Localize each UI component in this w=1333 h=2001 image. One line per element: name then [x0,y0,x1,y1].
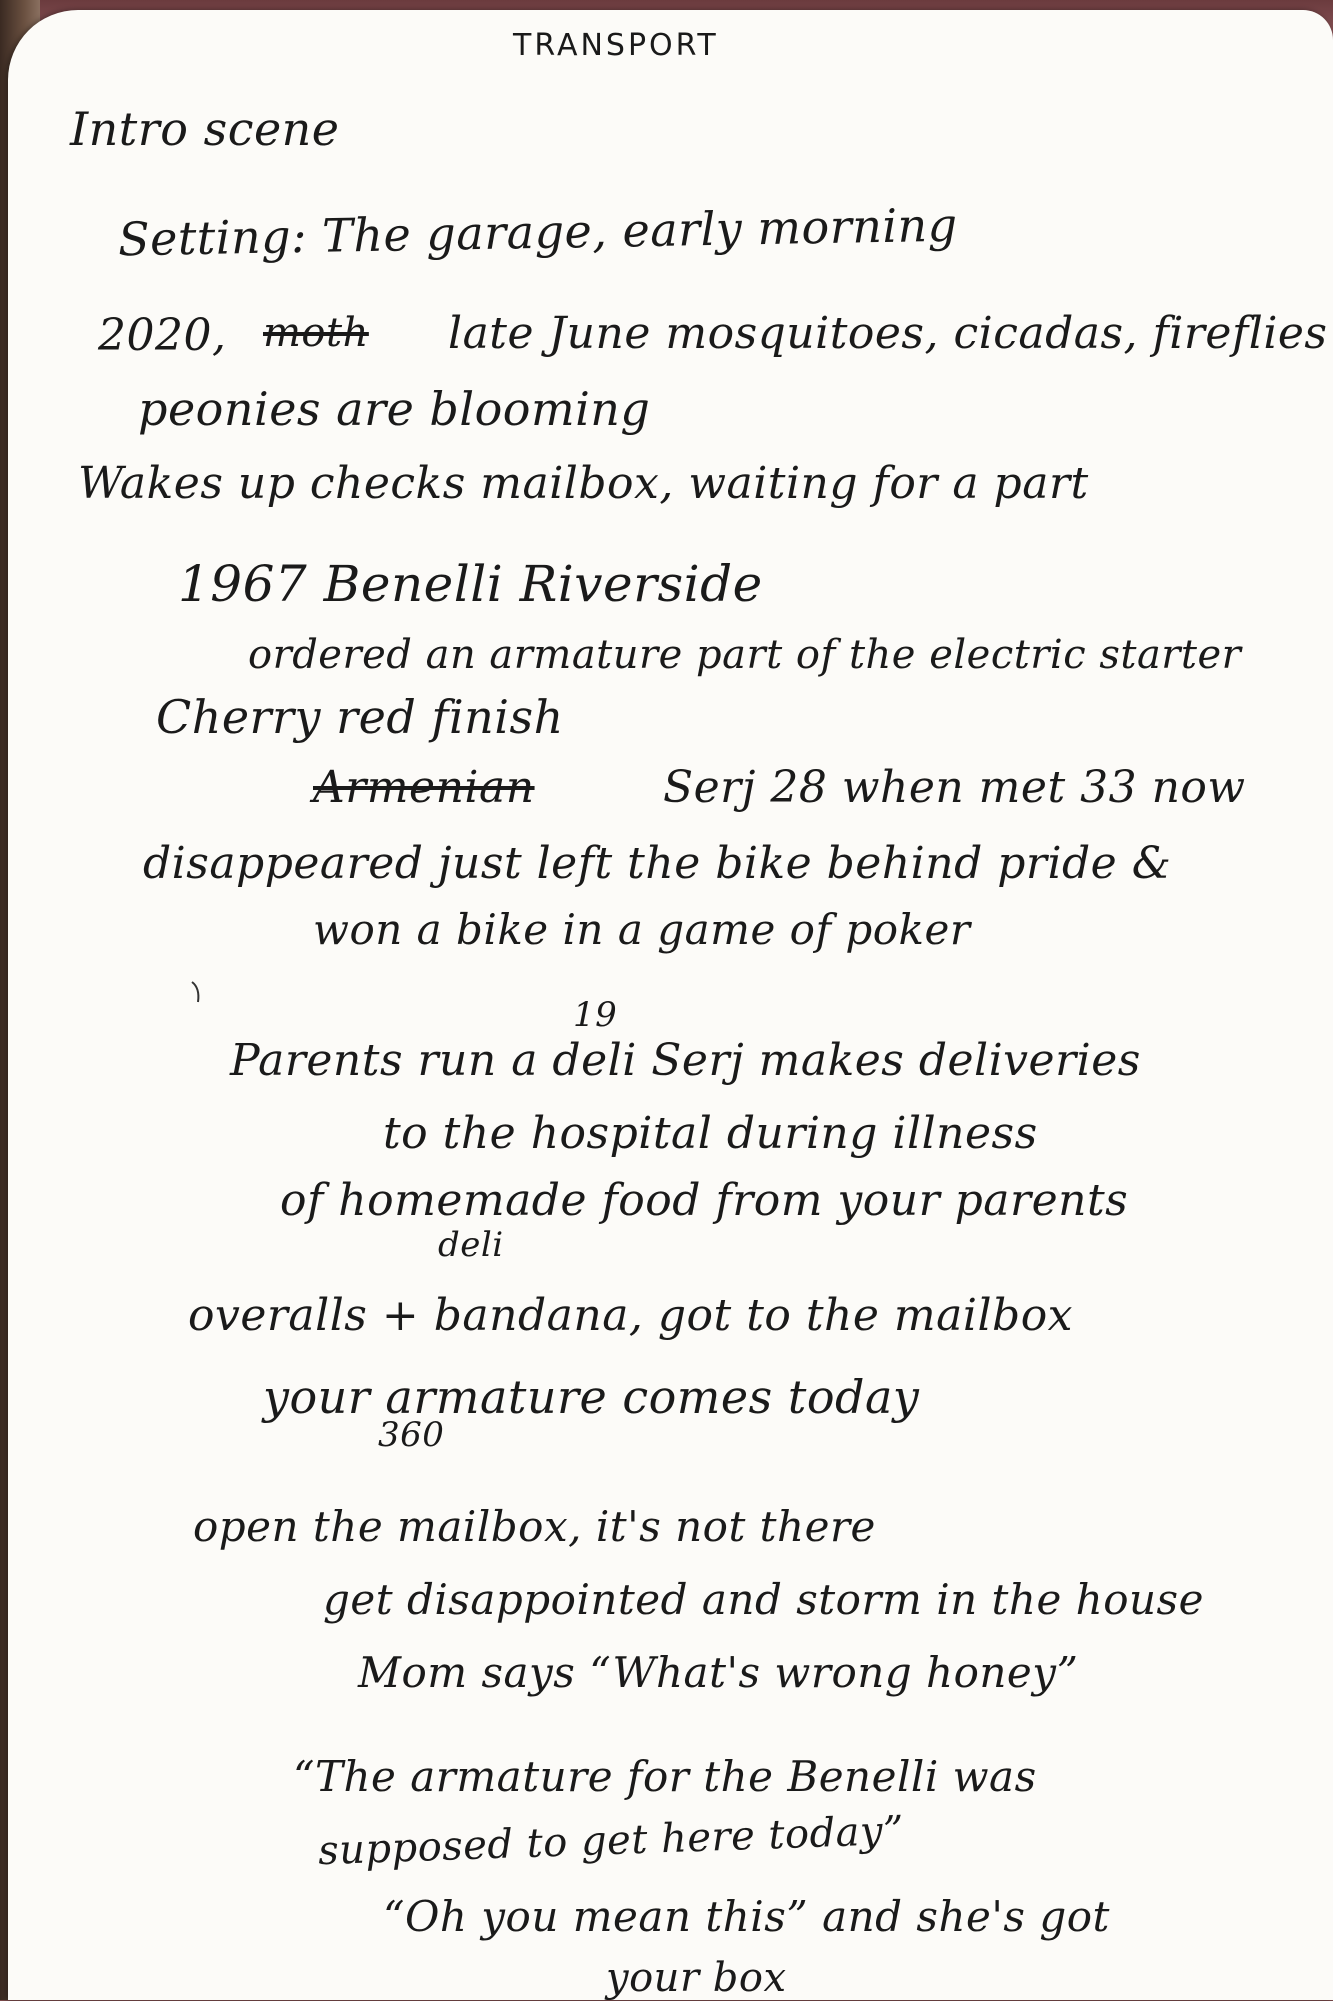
line-2020: 2020, [98,310,227,361]
line-wakes-up: Wakes up checks mailbox, waiting for a part [78,458,1089,509]
line-open-mailbox: open the mailbox, it's not there [193,1502,876,1551]
crossed-out-word: moth [263,310,369,356]
line-parents-deli: Parents run a deli Serj makes deliveries [230,1035,1141,1086]
heading-intro-scene: Intro scene [70,102,340,156]
line-homemade-food: of homemade food from your parents [280,1175,1129,1226]
line-disappeared: disappeared just left the bike behind pride & [143,838,1172,889]
line-hospital: to the hospital during illness [383,1108,1038,1159]
line-peonies: peonies are blooming [138,382,651,436]
line-armature-today: your armature comes today [263,1370,920,1424]
line-won-bike: won a bike in a game of poker [313,905,971,954]
line-supposed-today: supposed to get here today” [317,1807,905,1875]
line-overalls: overalls + bandana, got to the mailbox [188,1290,1073,1341]
line-your-box: your box [606,1955,787,2001]
insert-19: 19 [573,995,618,1035]
line-serj-age: Serj 28 when met 33 now [663,762,1246,813]
line-armenian: Armenian [313,762,535,813]
line-late-june: late June mosquitoes, cicadas, fireflies [448,308,1328,359]
page-title: TRANSPORT [513,28,719,63]
line-cherry-red: Cherry red finish [156,690,564,744]
line-setting: Setting: The garage, early morning [117,197,959,267]
insert-deli: deli [438,1225,504,1265]
line-oh-you-mean: “Oh you mean this” and she's got [383,1892,1110,1941]
bracket-mark [188,978,208,1008]
insert-360: 360 [378,1415,445,1455]
line-disappointed: get disappointed and storm in the house [323,1575,1204,1624]
line-benelli-model: 1967 Benelli Riverside [178,555,763,613]
line-mom-says: Mom says “What's wrong honey” [358,1648,1079,1697]
line-armature-benelli: “The armature for the Benelli was [293,1752,1037,1801]
line-ordered-armature: ordered an armature part of the electric starter [248,632,1242,678]
notebook-page [8,10,1333,2000]
